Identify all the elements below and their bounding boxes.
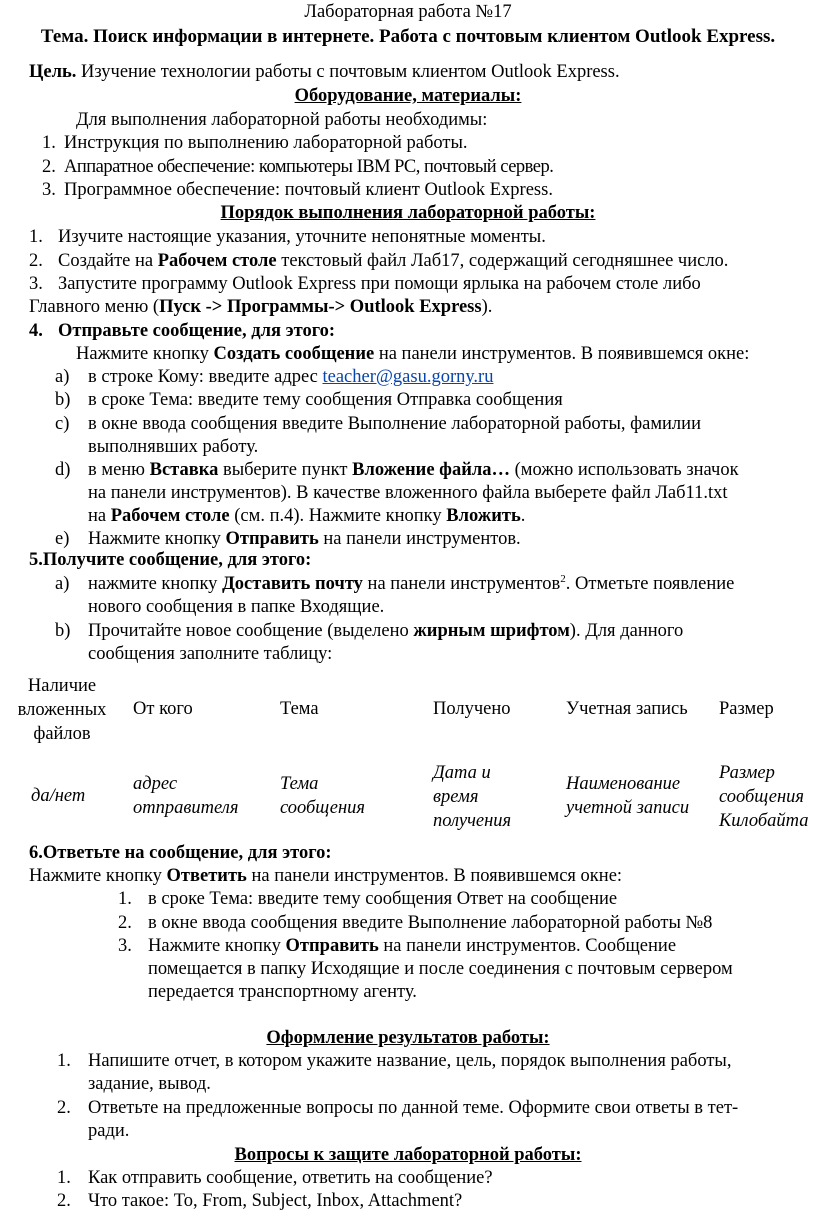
footnote-ref: 2 <box>560 572 566 585</box>
table-cell-subject <box>280 772 365 820</box>
reply-item: в окне ввода сообщения введите Выполнение лабораторной работы №8 <box>148 913 713 933</box>
cell-line: учетной записи <box>566 798 690 818</box>
substep-text <box>88 572 734 596</box>
text-run: Нажмите кнопку <box>76 344 214 364</box>
bold-run: Рабочем столе <box>157 251 277 271</box>
substep-text <box>88 619 683 643</box>
table-cell-size <box>719 761 808 833</box>
bold-run: Вложение файла… <box>352 460 510 480</box>
cell-line: адрес <box>133 774 178 794</box>
cell-line: Килобайта <box>719 811 809 831</box>
table-cell-from <box>133 772 238 820</box>
results-item: Ответьте на предложенные вопросы по данной теме. Оформите свои ответы в тет- <box>88 1098 739 1118</box>
substep-marker: a) <box>55 367 70 387</box>
substep-text-cont: нового сообщения в папке Входящие. <box>88 597 385 617</box>
cell-line: Размер <box>719 763 775 783</box>
text-run: ). Для данного <box>569 621 684 641</box>
text-run: на панели инструментов. В появившемся окне: <box>374 344 750 364</box>
results-item: Напишите отчет, в котором укажите название, цель, порядок выполнения работы, <box>88 1051 732 1071</box>
table-cell-account <box>566 772 689 820</box>
step-num: 2. <box>29 251 43 271</box>
equipment-item-num: 2. <box>42 157 56 177</box>
text-run: (см. п.4). Нажмите кнопку <box>229 506 447 526</box>
step-num: 1. <box>29 227 43 247</box>
text-run: ). <box>481 297 493 317</box>
bold-run: жирным шрифтом <box>413 621 570 641</box>
equipment-item: Аппаратное обеспечение: компьютеры IBM PC, почтовый сервер. <box>64 157 554 177</box>
reply-item-num: 2. <box>118 913 132 933</box>
text-run: Создайте на <box>58 251 158 271</box>
step-text: Запустите программу Outlook Express при помощи ярлыка на рабочем столе либо <box>58 274 701 294</box>
equipment-item: Инструкция по выполнению лабораторной работы. <box>64 133 468 153</box>
procedure-heading: Порядок выполнения лабораторной работы: <box>220 203 596 223</box>
lab-goal <box>29 60 620 84</box>
step-title: 5.Получите сообщение, для этого: <box>29 550 312 570</box>
cell-line: отправителя <box>133 798 239 818</box>
step-num: 4. <box>29 321 43 341</box>
cell-line: время <box>433 787 479 807</box>
header-line: файлов <box>33 724 91 744</box>
equipment-item-num: 3. <box>42 180 56 200</box>
cell-line: Наименование <box>566 774 681 794</box>
table-header-size: Размер <box>719 699 774 719</box>
reply-intro <box>29 864 622 888</box>
text-run: на панели инструментов. Сообщение <box>378 936 677 956</box>
text-run: в строке Кому: введите адрес <box>88 367 323 387</box>
goal-text: Изучение технологии работы с почтовым клиентом Outlook Express. <box>76 62 620 82</box>
substep-text <box>88 458 739 482</box>
bold-run: Создать сообщение <box>213 344 375 364</box>
table-header-received: Получено <box>433 699 511 719</box>
text-run: Нажмите кнопку <box>148 936 286 956</box>
results-item-cont: задание, вывод. <box>88 1074 211 1094</box>
substep-marker: b) <box>55 390 71 410</box>
questions-heading: Вопросы к защите лабораторной работы: <box>234 1145 582 1165</box>
text-run: в меню <box>88 460 150 480</box>
substep-marker: a) <box>55 574 70 594</box>
bold-run: Отправить <box>225 529 319 549</box>
header-line: Наличие <box>27 676 97 696</box>
bold-run: Вложить <box>446 506 521 526</box>
question-num: 1. <box>57 1168 71 1188</box>
substep-text-cont: выполнявших работу. <box>88 437 259 457</box>
bold-run: Отправить <box>285 936 379 956</box>
table-header-subject: Тема <box>280 699 319 719</box>
results-item-num: 1. <box>57 1051 71 1071</box>
text-run: на панели инструментов. В появившемся окне: <box>246 866 623 886</box>
substep-marker: d) <box>55 460 71 480</box>
reply-item-num: 1. <box>118 889 132 909</box>
reply-item-cont: помещается в папку Исходящие и после соединения с почтовым сервером <box>148 959 733 979</box>
equipment-heading: Оборудование, материалы: <box>294 86 522 106</box>
text-run: Нажмите кнопку <box>29 866 167 886</box>
reply-item-cont: передается транспортному агенту. <box>148 982 417 1002</box>
cell-line: Дата и <box>433 763 491 783</box>
table-header-account: Учетная запись <box>566 699 688 719</box>
goal-label: Цель. <box>29 62 77 82</box>
substep-text-cont <box>88 504 525 528</box>
step-text-cont <box>29 295 492 319</box>
text-run: . Отметьте появление <box>565 574 735 594</box>
text-run: выберите пункт <box>218 460 353 480</box>
text-run: . <box>520 506 526 526</box>
substep-text: в сроке Тема: введите тему сообщения Отправка сообщения <box>88 390 563 410</box>
equipment-intro: Для выполнения лабораторной работы необходимы: <box>76 110 488 130</box>
lab-title: Лабораторная работа №17 <box>304 2 512 22</box>
reply-title: 6.Ответьте на сообщение, для этого: <box>29 843 332 863</box>
lab-topic: Тема. Поиск информации в интернете. Работа с почтовым клиентом Outlook Express. <box>40 26 776 47</box>
substep-text: в окне ввода сообщения введите Выполнение лабораторной работы, фамилии <box>88 414 701 434</box>
cell-line: сообщения <box>280 798 365 818</box>
text-run: текстовый файл Лаб17, содержащий сегодняшнее число. <box>276 251 729 271</box>
text-run: на панели инструментов <box>362 574 561 594</box>
results-item-num: 2. <box>57 1098 71 1118</box>
reply-item: в сроке Тема: введите тему сообщения Ответ на сообщение <box>148 889 618 909</box>
text-run: на панели инструментов. <box>318 529 521 549</box>
bold-run: Пуск -> Программы-> Outlook Express <box>159 297 482 317</box>
results-heading: Оформление результатов работы: <box>266 1028 550 1048</box>
substep-text-cont: на панели инструментов). В качестве вложенного файла выберете файл Лаб11.txt <box>88 483 728 503</box>
table-header-attachments <box>10 674 114 746</box>
bold-run: Ответить <box>166 866 247 886</box>
step-intro <box>76 342 749 366</box>
bold-run: Доставить почту <box>222 574 363 594</box>
text-run: на <box>88 506 111 526</box>
question-num: 2. <box>57 1191 71 1211</box>
email-link[interactable]: teacher@gasu.gorny.ru <box>322 367 494 387</box>
text-run: Прочитайте новое сообщение (выделено <box>88 621 414 641</box>
bold-run: Рабочем столе <box>110 506 230 526</box>
substep-text <box>88 365 493 389</box>
header-line: вложенных <box>17 700 107 720</box>
equipment-item: Программное обеспечение: почтовый клиент Outlook Express. <box>64 180 553 200</box>
step-text: Изучите настоящие указания, уточните непонятные моменты. <box>58 227 546 247</box>
table-cell-attachments: да/нет <box>31 786 86 806</box>
reply-item <box>148 934 676 958</box>
text-run: Главного меню ( <box>29 297 160 317</box>
step-num: 3. <box>29 274 43 294</box>
step-text <box>58 249 728 273</box>
substep-marker: e) <box>55 529 70 549</box>
bold-run: Вставка <box>149 460 219 480</box>
table-cell-received <box>433 761 511 833</box>
reply-item-num: 3. <box>118 936 132 956</box>
substep-text-cont: сообщения заполните таблицу: <box>88 644 333 664</box>
text-run: (можно использовать значок <box>510 460 739 480</box>
substep-marker: c) <box>55 414 70 434</box>
substep-marker: b) <box>55 621 71 641</box>
text-run: нажмите кнопку <box>88 574 223 594</box>
table-header-from: От кого <box>133 699 193 719</box>
cell-line: Тема <box>280 774 319 794</box>
step-title: Отправьте сообщение, для этого: <box>58 321 336 341</box>
cell-line: сообщения <box>719 787 804 807</box>
question-item: Что такое: To, From, Subject, Inbox, Attachment? <box>88 1191 463 1211</box>
equipment-item-num: 1. <box>42 133 56 153</box>
results-item-cont: ради. <box>88 1121 130 1141</box>
question-item: Как отправить сообщение, ответить на сообщение? <box>88 1168 493 1188</box>
cell-line: получения <box>433 811 512 831</box>
text-run: Нажмите кнопку <box>88 529 226 549</box>
